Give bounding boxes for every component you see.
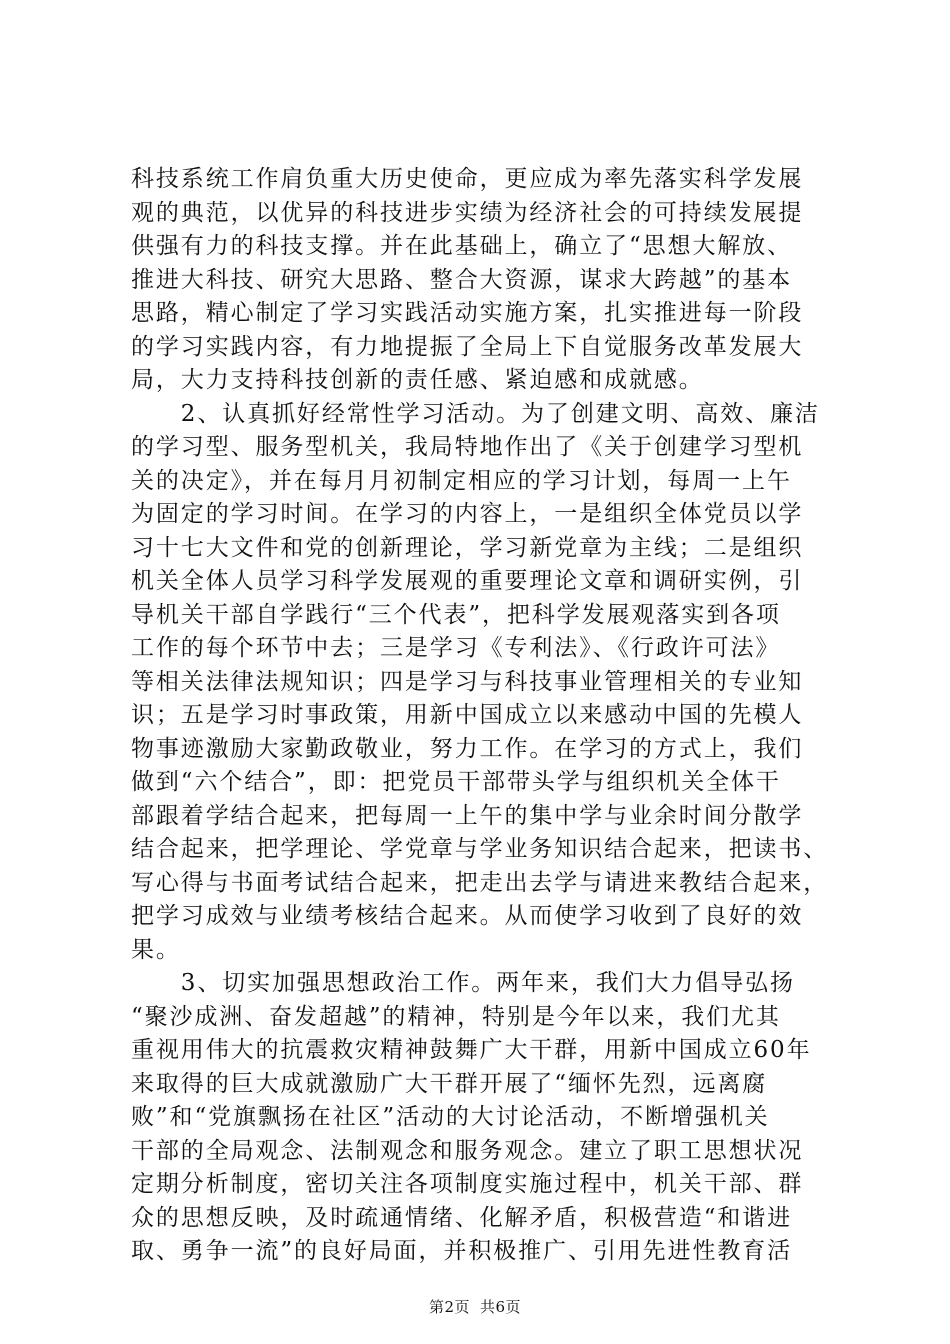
text-line: 物事迹激励大家勤政敬业，努力工作。在学习的方式上，我们	[131, 735, 804, 762]
text-line: 推进大科技、研究大思路、整合大资源，谋求大跨越”的基本	[131, 266, 793, 293]
text-line: 把学习成效与业绩考核结合起来。从而使学习收到了良好的效	[131, 903, 804, 929]
text-line: 导机关干部自学践行“三个代表”，把科学发展观落实到各项	[131, 601, 781, 628]
text-line: “聚沙成洲、奋发超越”的精神，特别是今年以来，我们尤其	[131, 1003, 781, 1030]
text-line: 工作的每个环节中去；三是学习《专利法》、《行政许可法》	[131, 635, 781, 661]
text-line: 机关全体人员学习科学发展观的重要理论文章和调研实例，引	[131, 568, 804, 594]
page-footer	[0, 1296, 950, 1317]
page-total: 共6页	[480, 1298, 522, 1316]
text-line: 果。	[131, 936, 181, 963]
text-line: 等相关法律法规知识；四是学习与科技事业管理相关的专业知	[131, 668, 804, 695]
text-line: 供强有力的科技支撑。并在此基础上，确立了“思想大解放、	[131, 233, 793, 259]
text-line: 部跟着学结合起来，把每周一上午的集中学与业余时间分散学	[131, 802, 804, 829]
text-line: 思路，精心制定了学习实践活动实施方案，扎实推进每一阶段	[131, 300, 804, 326]
text-line: 观的典范，以优异的科技进步实绩为经济社会的可持续发展提	[131, 199, 804, 226]
text-line: 定期分析制度，密切关注各项制度实施过程中，机关干部、群	[131, 1171, 804, 1197]
text-line: 来取得的巨大成就激励广大干群开展了“缅怀先烈，远离腐	[131, 1070, 768, 1097]
text-line: 干部的全局观念、法制观念和服务观念。建立了职工思想状况	[131, 1137, 804, 1164]
text-line: 重视用伟大的抗震救灾精神鼓舞广大干群，用新中国成立60年	[131, 1037, 812, 1063]
text-line: 做到“六个结合”，即：把党员干部带头学与组织机关全体干	[131, 769, 781, 795]
text-line: 习十七大文件和党的创新理论，学习新党章为主线；二是组织	[131, 534, 804, 561]
text-line: 局，大力支持科技创新的责任感、紧迫感和成就感。	[131, 367, 704, 393]
text-line: 为固定的学习时间。在学习的内容上，一是组织全体党员以学	[131, 501, 804, 527]
text-line: 识；五是学习时事政策，用新中国成立以来感动中国的先模人	[131, 702, 804, 728]
text-line: 3、切实加强思想政治工作。两年来，我们大力倡导弘扬	[131, 970, 795, 996]
text-line: 取、勇争一流”的良好局面，并积极推广、引用先进性教育活	[131, 1238, 793, 1264]
text-line: 2、认真抓好经常性学习活动。为了创建文明、高效、廉洁	[131, 400, 820, 427]
text-line: 败”和“党旗飘扬在社区”活动的大讨论活动，不断增强机关	[131, 1104, 770, 1130]
text-line: 关的决定》，并在每月月初制定相应的学习计划，每周一上午	[131, 467, 792, 494]
text-line: 的学习实践内容，有力地提振了全局上下自觉服务改革发展大	[131, 333, 804, 360]
text-line: 科技系统工作肩负重大历史使命，更应成为率先落实科学发展	[131, 166, 804, 192]
text-line: 众的思想反映，及时疏通情绪、化解矛盾，积极营造“和谐进	[131, 1204, 793, 1231]
text-line: 的学习型、服务型机关，我局特地作出了《关于创建学习型机	[131, 434, 804, 460]
text-line: 结合起来，把学理论、学党章与学业务知识结合起来，把读书、	[131, 836, 829, 862]
text-line: 写心得与书面考试结合起来，把走出去学与请进来教结合起来，	[131, 869, 829, 896]
body-text	[131, 163, 831, 1269]
page-number: 第2页	[428, 1298, 470, 1316]
